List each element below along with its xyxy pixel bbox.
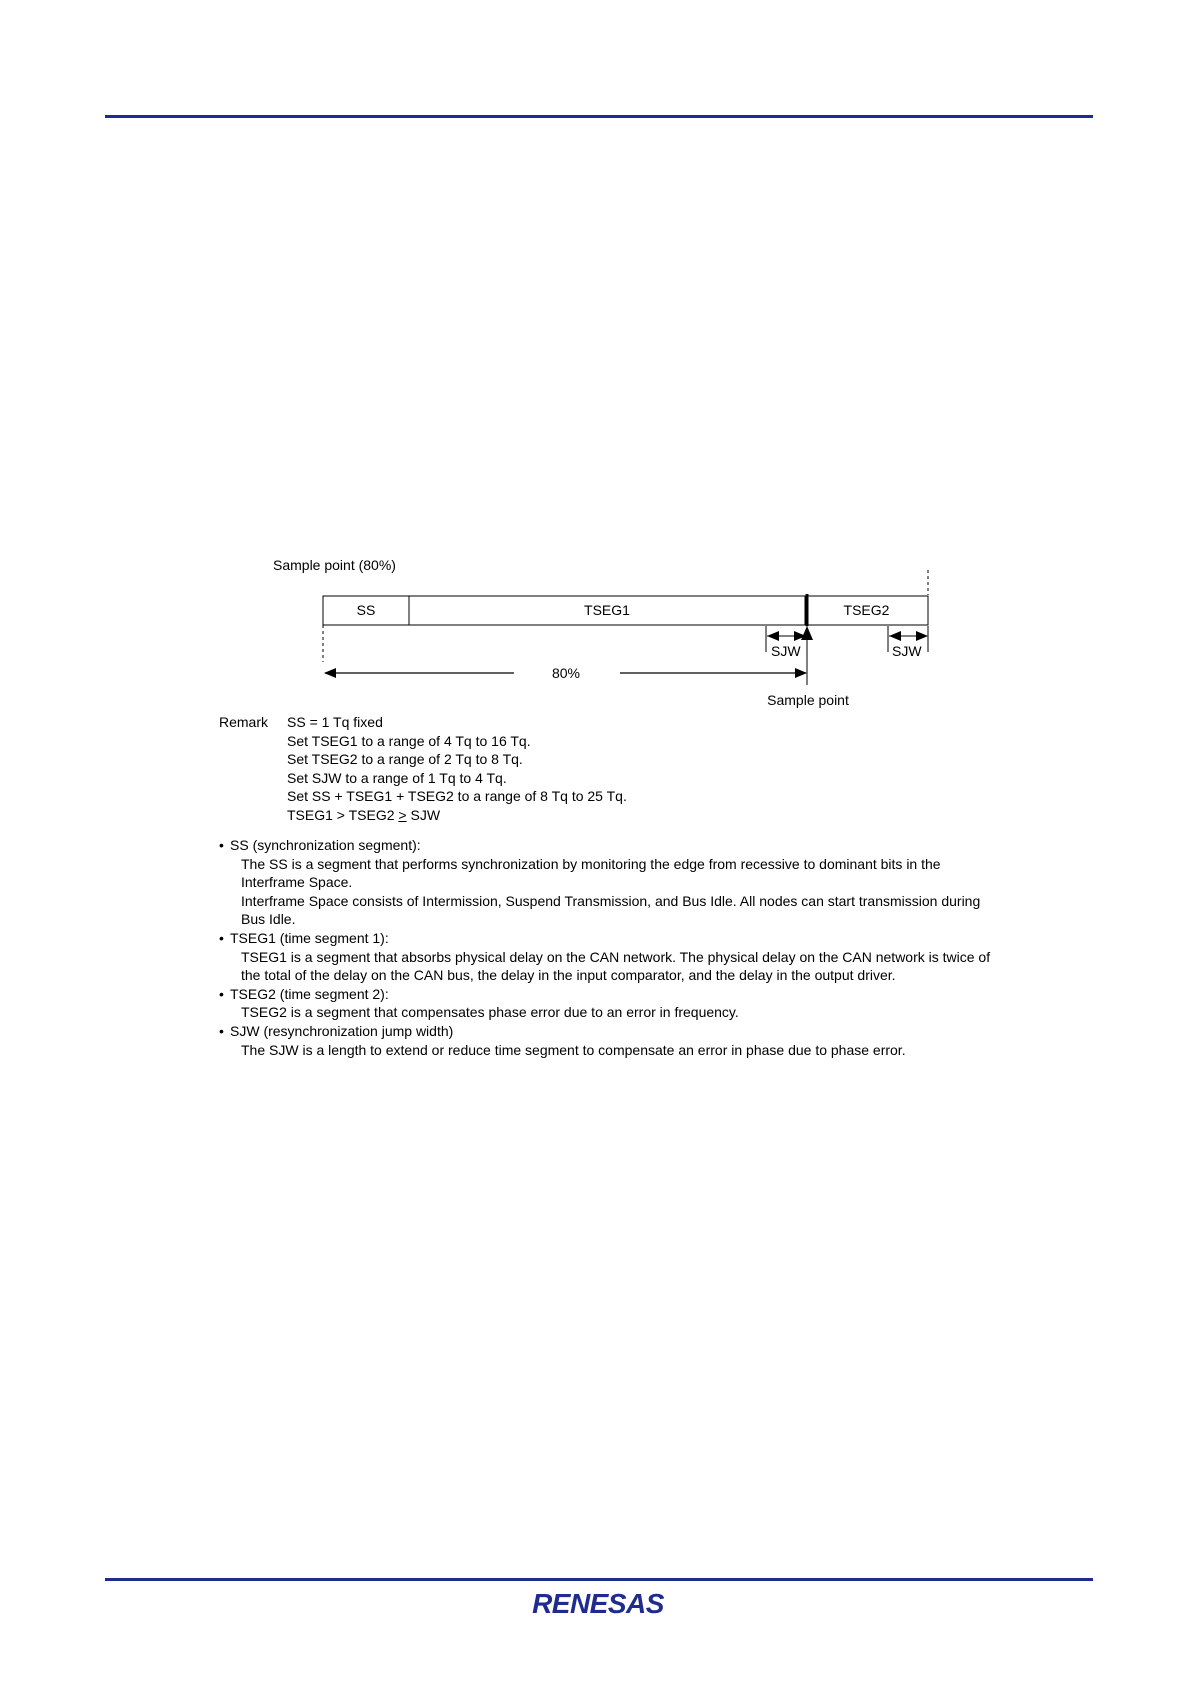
inequality-left: TSEG1 > TSEG2 — [287, 806, 399, 823]
bullet-icon: • — [219, 985, 224, 1002]
definition-ss — [219, 836, 999, 929]
sample-point-arrow — [801, 626, 813, 640]
definition-tseg1 — [219, 929, 999, 985]
footer-rule — [105, 1578, 1093, 1581]
remark-line: SS = 1 Tq fixed — [287, 714, 383, 730]
bullet-icon: • — [219, 837, 224, 853]
remark-label: Remark — [219, 714, 269, 730]
inequality-right: SJW — [406, 806, 441, 823]
definition-paragraph: The SJW is a length to extend or reduce time segment to compensate an error in phase due to phase error. — [241, 1041, 906, 1058]
sample-point-label: Sample point — [767, 692, 849, 708]
definition-paragraph: TSEG2 is a segment that compensates phase error due to an error in frequency. — [241, 1004, 739, 1021]
remark-lines — [287, 713, 987, 825]
bit-timing-diagram — [0, 0, 1190, 720]
definition-sjw — [219, 1022, 999, 1059]
definition-tseg2 — [219, 985, 999, 1022]
segment-label-tseg1: TSEG1 — [584, 602, 630, 618]
definition-title: SS (synchronization segment): — [230, 837, 421, 853]
greater-equal-sign: > — [398, 806, 407, 823]
remark-line: Set TSEG2 to a range of 2 Tq to 8 Tq. — [287, 751, 523, 768]
percent-label: 80% — [551, 665, 581, 681]
segment-label-tseg2: TSEG2 — [843, 602, 890, 618]
definitions-list — [219, 836, 999, 1059]
diagram-caption: Sample point (80%) — [273, 557, 396, 573]
segment-label-ss: SS — [356, 602, 376, 618]
logo-text: RENESAS — [532, 1588, 664, 1619]
segment-boxes — [323, 596, 928, 625]
definition-title: SJW (resynchronization jump width) — [230, 1022, 454, 1039]
remark-line-inequality — [287, 806, 987, 825]
bullet-icon: • — [219, 1022, 224, 1039]
remark-line: Set SJW to a range of 1 Tq to 4 Tq. — [287, 769, 507, 786]
sjw-right-label: SJW — [892, 643, 922, 659]
definition-title: TSEG2 (time segment 2): — [230, 985, 389, 1002]
sjw-left-label: SJW — [771, 643, 801, 659]
remark-line: Set TSEG1 to a range of 4 Tq to 16 Tq. — [287, 732, 531, 749]
definition-paragraph: Interframe Space consists of Intermission, Suspend Transmission, and Bus Idle. All nodes can start transmission during Bus Idle. — [241, 892, 981, 928]
definition-paragraph: The SS is a segment that performs synchronization by monitoring the edge from recessive to dominant bits in the Interframe Space. — [241, 855, 941, 891]
bullet-icon: • — [219, 929, 224, 946]
remark-line: Set SS + TSEG1 + TSEG2 to a range of 8 Tq to 25 Tq. — [287, 788, 627, 805]
definition-paragraph: TSEG1 is a segment that absorbs physical delay on the CAN network. The physical delay on the CAN network is twice of the total of the delay on the CAN bus, the delay in the input comparator, and the delay in the output driver. — [241, 948, 991, 984]
definition-title: TSEG1 (time segment 1): — [230, 929, 389, 946]
renesas-logo — [511, 1586, 685, 1620]
